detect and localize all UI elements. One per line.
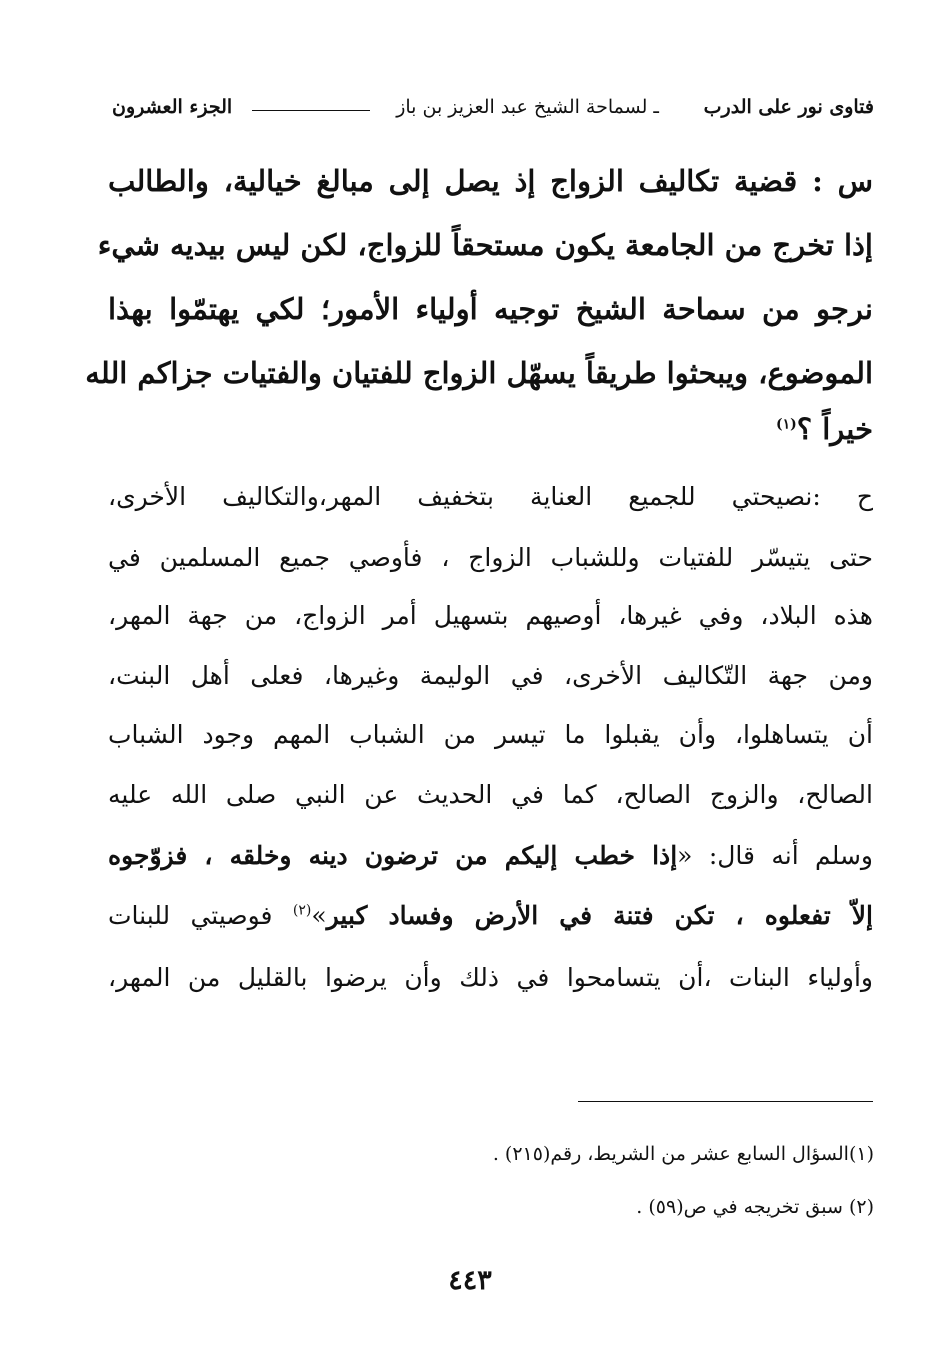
question-line: نرجو من سماحة الشيخ توجيه أولياء الأمور؛ لكي يهتمّوا بهذا	[108, 292, 873, 326]
hadith-quote: إذا خطب إليكم من ترضون دينه وخلقه ، فزوّجوه	[108, 841, 678, 870]
answer-line: حتى يتيسّر للفتيات وللشباب الزواج ، فأوصي جميع المسلمين في	[108, 543, 873, 572]
question-line: إذا تخرج من الجامعة يكون مستحقاً للزواج، لكن ليس بيديه شيء	[97, 228, 873, 262]
footnote-rule	[578, 1101, 873, 1102]
header-rule	[252, 110, 370, 111]
footnote-1: (١)السؤال السابع عشر من الشريط، رقم(٢١٥) .	[492, 1143, 874, 1165]
question-line: س : قضية تكاليف الزواج إذ يصل إلى مبالغ خيالية، والطالب	[108, 164, 873, 198]
hadith-intro: وسلم أنه قال: «	[677, 841, 873, 870]
answer-line: الصالح، والزوج الصالح، كما في الحديث عن النبي صلى الله عليه	[108, 780, 873, 809]
question-text-end: خيراً ؟	[796, 412, 873, 446]
hadith-quote: إلاّ تفعلوه ، تكن فتنة في الأرض وفساد كبير	[326, 901, 874, 930]
answer-line: ح :نصيحتي للجميع العناية بتخفيف المهر،والتكاليف الأخرى،	[108, 482, 873, 511]
footnote-ref-1: (١)	[775, 416, 797, 433]
header-series-title: فتاوى نور على الدرب	[703, 96, 874, 118]
answer-line: وأولياء البنات ،أن يتسامحوا في ذلك وأن يرضوا بالقليل من المهر،	[108, 963, 873, 992]
question-line	[108, 404, 873, 454]
question-line: الموضوع، ويبحثوا طريقاً يسهّل الزواج للفتيان والفتيات جزاكم الله	[85, 356, 873, 390]
quote-close: »	[311, 901, 327, 930]
running-header	[112, 92, 874, 126]
header-volume: الجزء العشرون	[112, 96, 233, 118]
answer-line: هذه البلاد، وفي غيرها، أوصيهم بتسهيل أمر الزواج، من جهة المهر،	[108, 601, 873, 630]
hadith-line	[108, 832, 873, 880]
footnote-2: (٢) سبق تخريجه في ص(٥٩) .	[636, 1196, 874, 1218]
page-number: ٤٤٣	[448, 1265, 492, 1296]
answer-continuation: فوصيتي للبنات	[108, 901, 293, 930]
header-author: ـ لسماحة الشيخ عبد العزيز بن باز	[396, 96, 659, 118]
hadith-line	[108, 892, 873, 940]
answer-line: أن يتساهلوا، وأن يقبلوا ما تيسر من الشباب المهم وجود الشباب	[108, 720, 873, 749]
answer-line: ومن جهة التّكاليف الأخرى، في الوليمة وغيرها، فعلى أهل البنت،	[108, 661, 873, 690]
footnote-ref-2: (٢)	[292, 902, 312, 919]
